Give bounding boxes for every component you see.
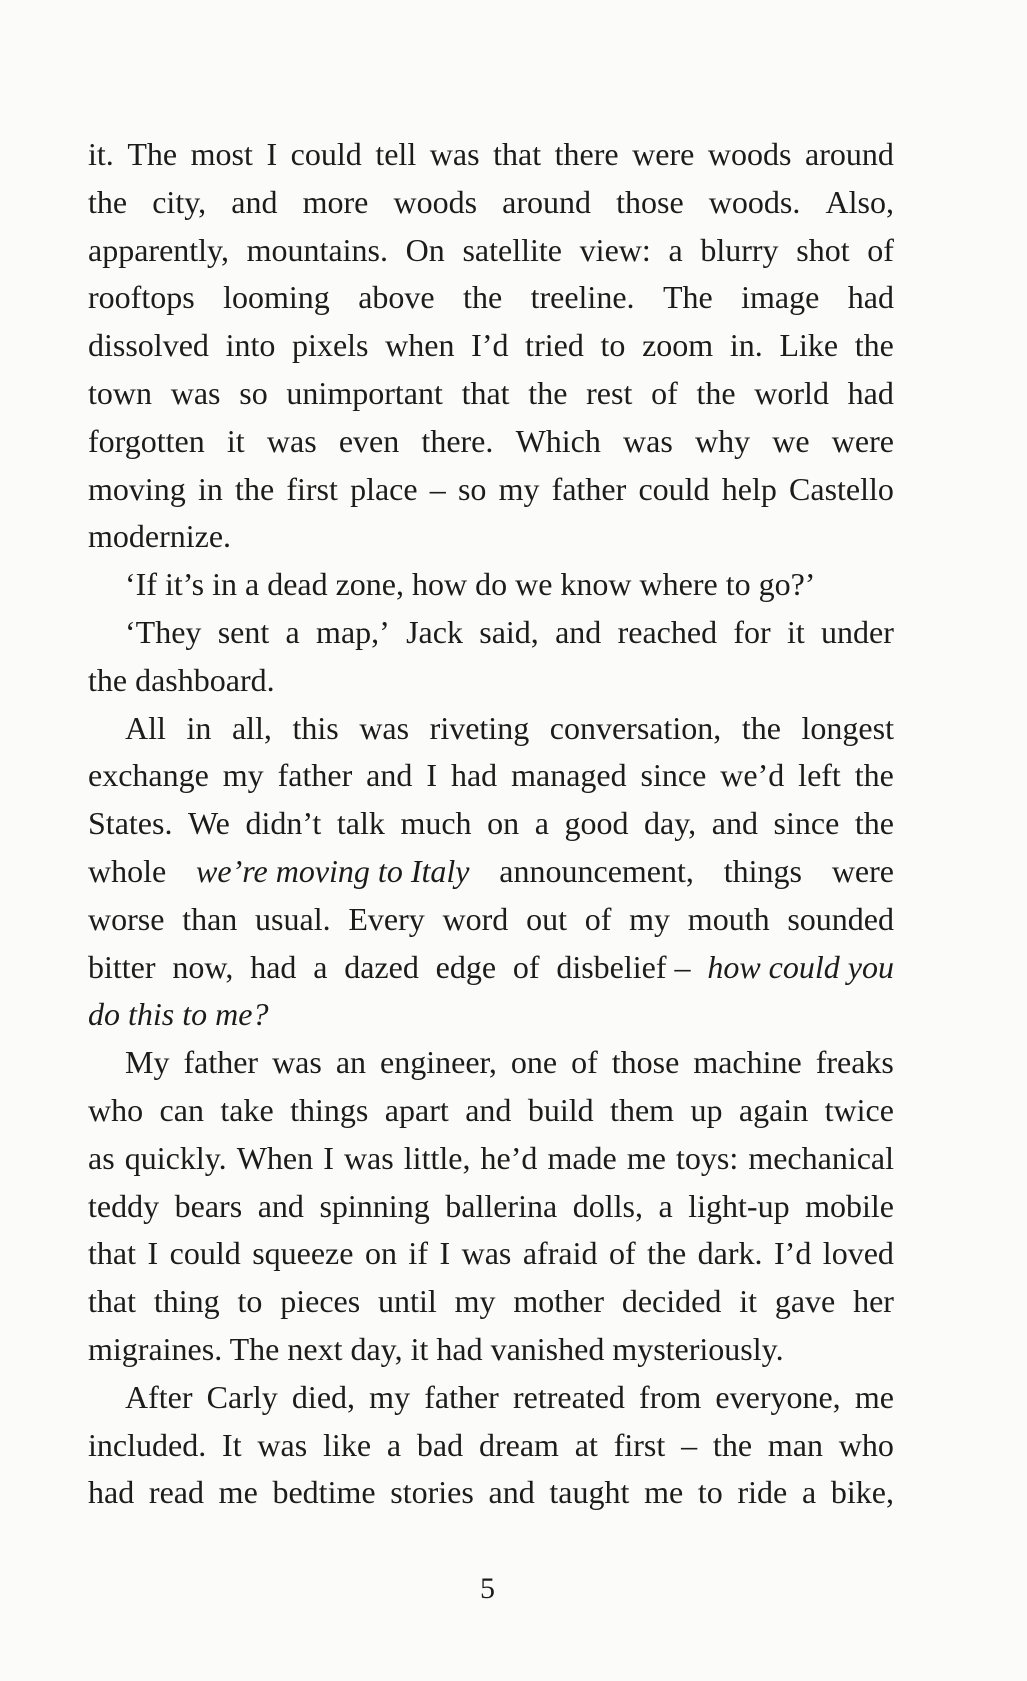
word: those — [616, 183, 684, 220]
word: a — [534, 805, 549, 842]
word: taught — [549, 1474, 630, 1511]
text-line — [88, 322, 894, 370]
word: had — [450, 757, 498, 794]
word: I — [266, 136, 278, 172]
word: and — [257, 1187, 304, 1224]
word: since — [773, 805, 840, 842]
word: of — [512, 948, 540, 985]
word: me — [218, 1474, 258, 1511]
word: my — [454, 1283, 496, 1320]
text-line — [88, 466, 894, 514]
word: dolls, — [572, 1187, 643, 1224]
word: and — [711, 805, 758, 842]
word: on — [487, 805, 520, 842]
text-line — [88, 1422, 894, 1470]
word: the — [696, 374, 736, 411]
word: blurry — [700, 231, 779, 268]
word: mountains. — [246, 231, 388, 268]
word: When — [236, 1139, 314, 1176]
word: usual. — [255, 900, 331, 937]
word: them — [610, 1091, 675, 1128]
word: the — [741, 709, 781, 746]
word: My — [125, 1044, 170, 1081]
word: than — [182, 900, 238, 937]
word: build — [527, 1091, 594, 1128]
word: was — [429, 136, 480, 172]
text-line: do this to me? — [88, 996, 269, 1033]
word: world — [754, 374, 829, 411]
word: to — [697, 1474, 723, 1511]
word: squeeze — [252, 1235, 354, 1272]
word: there — [554, 136, 619, 172]
word: view: — [579, 231, 651, 268]
word: since — [640, 757, 707, 794]
word: everyone, — [715, 1378, 841, 1415]
word: was — [170, 374, 221, 411]
text-line — [88, 944, 894, 992]
text-line — [88, 1183, 894, 1231]
word: and — [488, 1474, 535, 1511]
word: All — [125, 709, 166, 746]
word: mouth — [687, 900, 770, 937]
word: could — [638, 470, 710, 507]
word: was — [461, 1235, 512, 1272]
word: again — [738, 1091, 809, 1128]
italic-phrase: we’re moving to Italy — [196, 852, 470, 889]
word: apart — [384, 1091, 449, 1128]
word: from — [639, 1378, 702, 1415]
word: Jack — [406, 613, 463, 650]
word: the — [712, 1426, 753, 1463]
word: the — [854, 327, 894, 364]
word: the — [854, 757, 894, 794]
word: toys: — [676, 1139, 739, 1176]
word: read — [148, 1474, 204, 1511]
word: stories — [390, 1474, 474, 1511]
text-line: ‘If it’s in a dead zone, how do we know where to go?’ — [125, 566, 816, 603]
word: sounded — [787, 900, 894, 937]
text-line — [88, 752, 894, 800]
word: We — [188, 805, 230, 842]
word: a — [801, 1474, 817, 1511]
word: ‘They — [125, 613, 202, 650]
word: much — [400, 805, 472, 842]
body-text — [88, 131, 894, 1517]
word: that — [461, 374, 510, 411]
text-line: migraines. The next day, it had vanished mysteriously. — [88, 1330, 784, 1367]
word: around — [805, 136, 894, 172]
text-line — [88, 1374, 894, 1422]
word: the — [647, 1235, 687, 1272]
word: it — [786, 613, 805, 650]
text-line — [88, 418, 894, 466]
text-line — [88, 609, 894, 657]
word: had — [250, 948, 297, 985]
word: moving — [88, 470, 186, 507]
word: were — [831, 422, 894, 459]
word: longest — [801, 709, 894, 746]
word: there. — [421, 422, 494, 459]
word: as — [88, 1139, 115, 1176]
word: image — [741, 279, 820, 316]
word: treeline. — [530, 279, 635, 316]
word: we’d — [720, 757, 785, 794]
text-line — [88, 227, 894, 275]
word: managed — [511, 757, 627, 794]
word: city, — [152, 183, 207, 220]
word: had — [88, 1474, 135, 1511]
word: my — [369, 1378, 411, 1415]
word: Which — [515, 422, 601, 459]
word: of — [571, 1044, 598, 1081]
word: were — [632, 136, 695, 172]
word: to — [237, 1283, 263, 1320]
word: tell — [375, 136, 417, 172]
word: freaks — [815, 1044, 894, 1081]
word: I — [426, 757, 437, 794]
word: talk — [336, 805, 385, 842]
text-line — [88, 800, 894, 848]
word: conversation, — [549, 709, 722, 746]
word: in — [186, 709, 212, 746]
word: a — [386, 1426, 402, 1463]
word: could — [290, 136, 362, 172]
word: retreated — [512, 1378, 625, 1415]
word: loved — [822, 1235, 894, 1272]
text-line — [88, 179, 894, 227]
word: my — [498, 470, 540, 507]
word: so — [239, 374, 268, 411]
word: I’d — [774, 1235, 812, 1272]
word: under — [821, 613, 894, 650]
text-line: the dashboard. — [88, 661, 275, 698]
word: Castello — [789, 470, 894, 507]
text-line — [88, 1230, 894, 1278]
word: was — [272, 1044, 322, 1081]
word: like — [323, 1426, 372, 1463]
word: it — [739, 1283, 757, 1320]
word: afraid — [522, 1235, 598, 1272]
word: mother — [513, 1283, 604, 1320]
word: ride — [737, 1474, 788, 1511]
word: take — [220, 1091, 274, 1128]
word: who — [838, 1426, 894, 1463]
word: father — [183, 1044, 259, 1081]
word: teddy — [88, 1187, 160, 1224]
word: can — [159, 1091, 204, 1128]
word: Also, — [825, 183, 894, 220]
word: good — [564, 805, 629, 842]
word: a — [668, 231, 683, 268]
word: light-up — [688, 1187, 790, 1224]
word: place — [350, 470, 418, 507]
word: a — [313, 948, 328, 985]
word: I — [147, 1235, 159, 1272]
word: for — [733, 613, 771, 650]
word: quickly. — [124, 1139, 227, 1176]
text-line — [88, 705, 894, 753]
word: me — [854, 1378, 894, 1415]
word: the — [528, 374, 568, 411]
word: so — [457, 470, 487, 507]
word: her — [853, 1283, 894, 1320]
text-line — [88, 1135, 894, 1183]
word: whole — [88, 852, 167, 889]
word: and — [231, 183, 278, 220]
word: first — [286, 470, 338, 507]
text-line — [88, 1087, 894, 1135]
word: the — [235, 470, 275, 507]
word: above — [358, 279, 435, 316]
word: spinning — [319, 1187, 430, 1224]
word: dazed — [344, 948, 419, 985]
word: rooftops — [88, 279, 195, 316]
word: had — [847, 279, 894, 316]
word: out — [526, 900, 567, 937]
word: mobile — [805, 1187, 894, 1224]
text-line — [88, 274, 894, 322]
word: After — [125, 1378, 193, 1415]
word: on — [364, 1235, 397, 1272]
word: bedtime — [272, 1474, 376, 1511]
word: it. — [88, 136, 114, 172]
word: bears — [174, 1187, 243, 1224]
word: if — [408, 1235, 428, 1272]
word: died, — [291, 1378, 356, 1415]
word: Carly — [206, 1378, 278, 1415]
word: I — [323, 1139, 334, 1176]
word: riveting — [429, 709, 530, 746]
word: it — [226, 422, 245, 459]
word: the — [854, 805, 894, 842]
word: things — [723, 852, 802, 889]
word: engineer, — [380, 1044, 497, 1081]
word: even — [338, 422, 400, 459]
word: was — [359, 709, 410, 746]
word: were — [831, 852, 894, 889]
word: twice — [824, 1091, 894, 1128]
word: my — [222, 757, 264, 794]
word: an — [335, 1044, 367, 1081]
word: bitter — [88, 948, 156, 985]
word: the — [463, 279, 503, 316]
word: reached — [617, 613, 718, 650]
word: of — [651, 374, 678, 411]
word: was — [343, 1139, 394, 1176]
word: in — [197, 470, 223, 507]
word: my — [629, 900, 671, 937]
word: at — [574, 1426, 598, 1463]
word: Every — [348, 900, 425, 937]
word: gave — [774, 1283, 836, 1320]
word: machine — [693, 1044, 802, 1081]
word: pieces — [280, 1283, 361, 1320]
word: father — [424, 1378, 499, 1415]
word: why — [695, 422, 751, 459]
word: was — [623, 422, 673, 459]
word: in. — [729, 327, 763, 364]
word: to — [600, 327, 626, 364]
word: pixels — [292, 327, 369, 364]
text-line — [88, 1469, 894, 1517]
word: and — [366, 757, 413, 794]
word: and — [555, 613, 602, 650]
text-line — [88, 848, 894, 896]
word: day, — [644, 805, 697, 842]
word: bike, — [830, 1474, 894, 1511]
word: tried — [525, 327, 584, 364]
word: It — [222, 1426, 242, 1463]
word: – — [429, 470, 446, 507]
word: mechanical — [748, 1139, 894, 1176]
word: the — [88, 183, 128, 220]
word: said, — [479, 613, 539, 650]
italic-phrase: how could you — [707, 948, 894, 985]
word: all, — [231, 709, 272, 746]
word: announcement, — [499, 852, 694, 889]
word: dark. — [697, 1235, 763, 1272]
word: satellite — [462, 231, 562, 268]
word: when — [385, 327, 455, 364]
word: woods. — [708, 183, 801, 220]
word: I’d — [471, 327, 509, 364]
word: edge — [435, 948, 497, 985]
word: had — [847, 374, 894, 411]
word: things — [290, 1091, 369, 1128]
text-line — [88, 1039, 894, 1087]
word: could — [169, 1235, 241, 1272]
word: that — [88, 1283, 136, 1320]
word: father — [551, 470, 627, 507]
word: into — [225, 327, 276, 364]
text-line — [88, 896, 894, 944]
word: On — [405, 231, 445, 268]
word: this — [292, 709, 339, 746]
word: zoom — [642, 327, 714, 364]
word: map,’ — [316, 613, 390, 650]
word: The — [662, 279, 713, 316]
word: bad — [416, 1426, 464, 1463]
word: up — [690, 1091, 723, 1128]
word: little, — [403, 1139, 471, 1176]
word: didn’t — [245, 805, 322, 842]
word: looming — [223, 279, 330, 316]
word: exchange — [88, 757, 209, 794]
word: left — [798, 757, 841, 794]
word: States. — [88, 805, 173, 842]
word: help — [721, 470, 777, 507]
word: a — [658, 1187, 673, 1224]
word: woods — [393, 183, 478, 220]
word: included. — [88, 1426, 207, 1463]
word: made — [547, 1139, 617, 1176]
word: one — [510, 1044, 558, 1081]
word: town — [88, 374, 152, 411]
word: that — [88, 1235, 136, 1272]
text-line — [88, 1278, 894, 1326]
text-line: modernize. — [88, 518, 232, 555]
word: unimportant — [286, 374, 443, 411]
word: I — [439, 1235, 451, 1272]
word: until — [378, 1283, 437, 1320]
text-line — [88, 131, 894, 179]
word: first — [613, 1426, 666, 1463]
page-number: 5 — [480, 1572, 495, 1605]
word: man — [767, 1426, 823, 1463]
word: disbelief – — [556, 948, 691, 985]
word: me — [626, 1139, 666, 1176]
word: was — [266, 422, 317, 459]
word: those — [611, 1044, 680, 1081]
word: dream — [478, 1426, 559, 1463]
word: and — [465, 1091, 512, 1128]
text-line — [88, 370, 894, 418]
word: of — [608, 1235, 636, 1272]
word: of — [584, 900, 612, 937]
word: The — [127, 136, 178, 172]
word: shot — [796, 231, 850, 268]
word: forgotten — [88, 422, 205, 459]
word: worse — [88, 900, 165, 937]
word: that — [493, 136, 542, 172]
word: decided — [621, 1283, 722, 1320]
word: most — [190, 136, 253, 172]
word: now, — [172, 948, 234, 985]
word: – — [681, 1426, 698, 1463]
word: around — [502, 183, 591, 220]
word: me — [644, 1474, 684, 1511]
word: more — [302, 183, 369, 220]
word: father — [277, 757, 353, 794]
word: rest — [586, 374, 633, 411]
word: sent — [217, 613, 270, 650]
word: dissolved — [88, 327, 209, 364]
word: we — [772, 422, 810, 459]
word: apparently, — [88, 231, 229, 268]
word: ballerina — [445, 1187, 558, 1224]
word: who — [88, 1091, 144, 1128]
word: thing — [153, 1283, 220, 1320]
word: he’d — [480, 1139, 538, 1176]
word: a — [285, 613, 300, 650]
word: Like — [779, 327, 839, 364]
word: word — [442, 900, 509, 937]
word: woods — [707, 136, 792, 172]
word: of — [867, 231, 894, 268]
word: was — [257, 1426, 308, 1463]
